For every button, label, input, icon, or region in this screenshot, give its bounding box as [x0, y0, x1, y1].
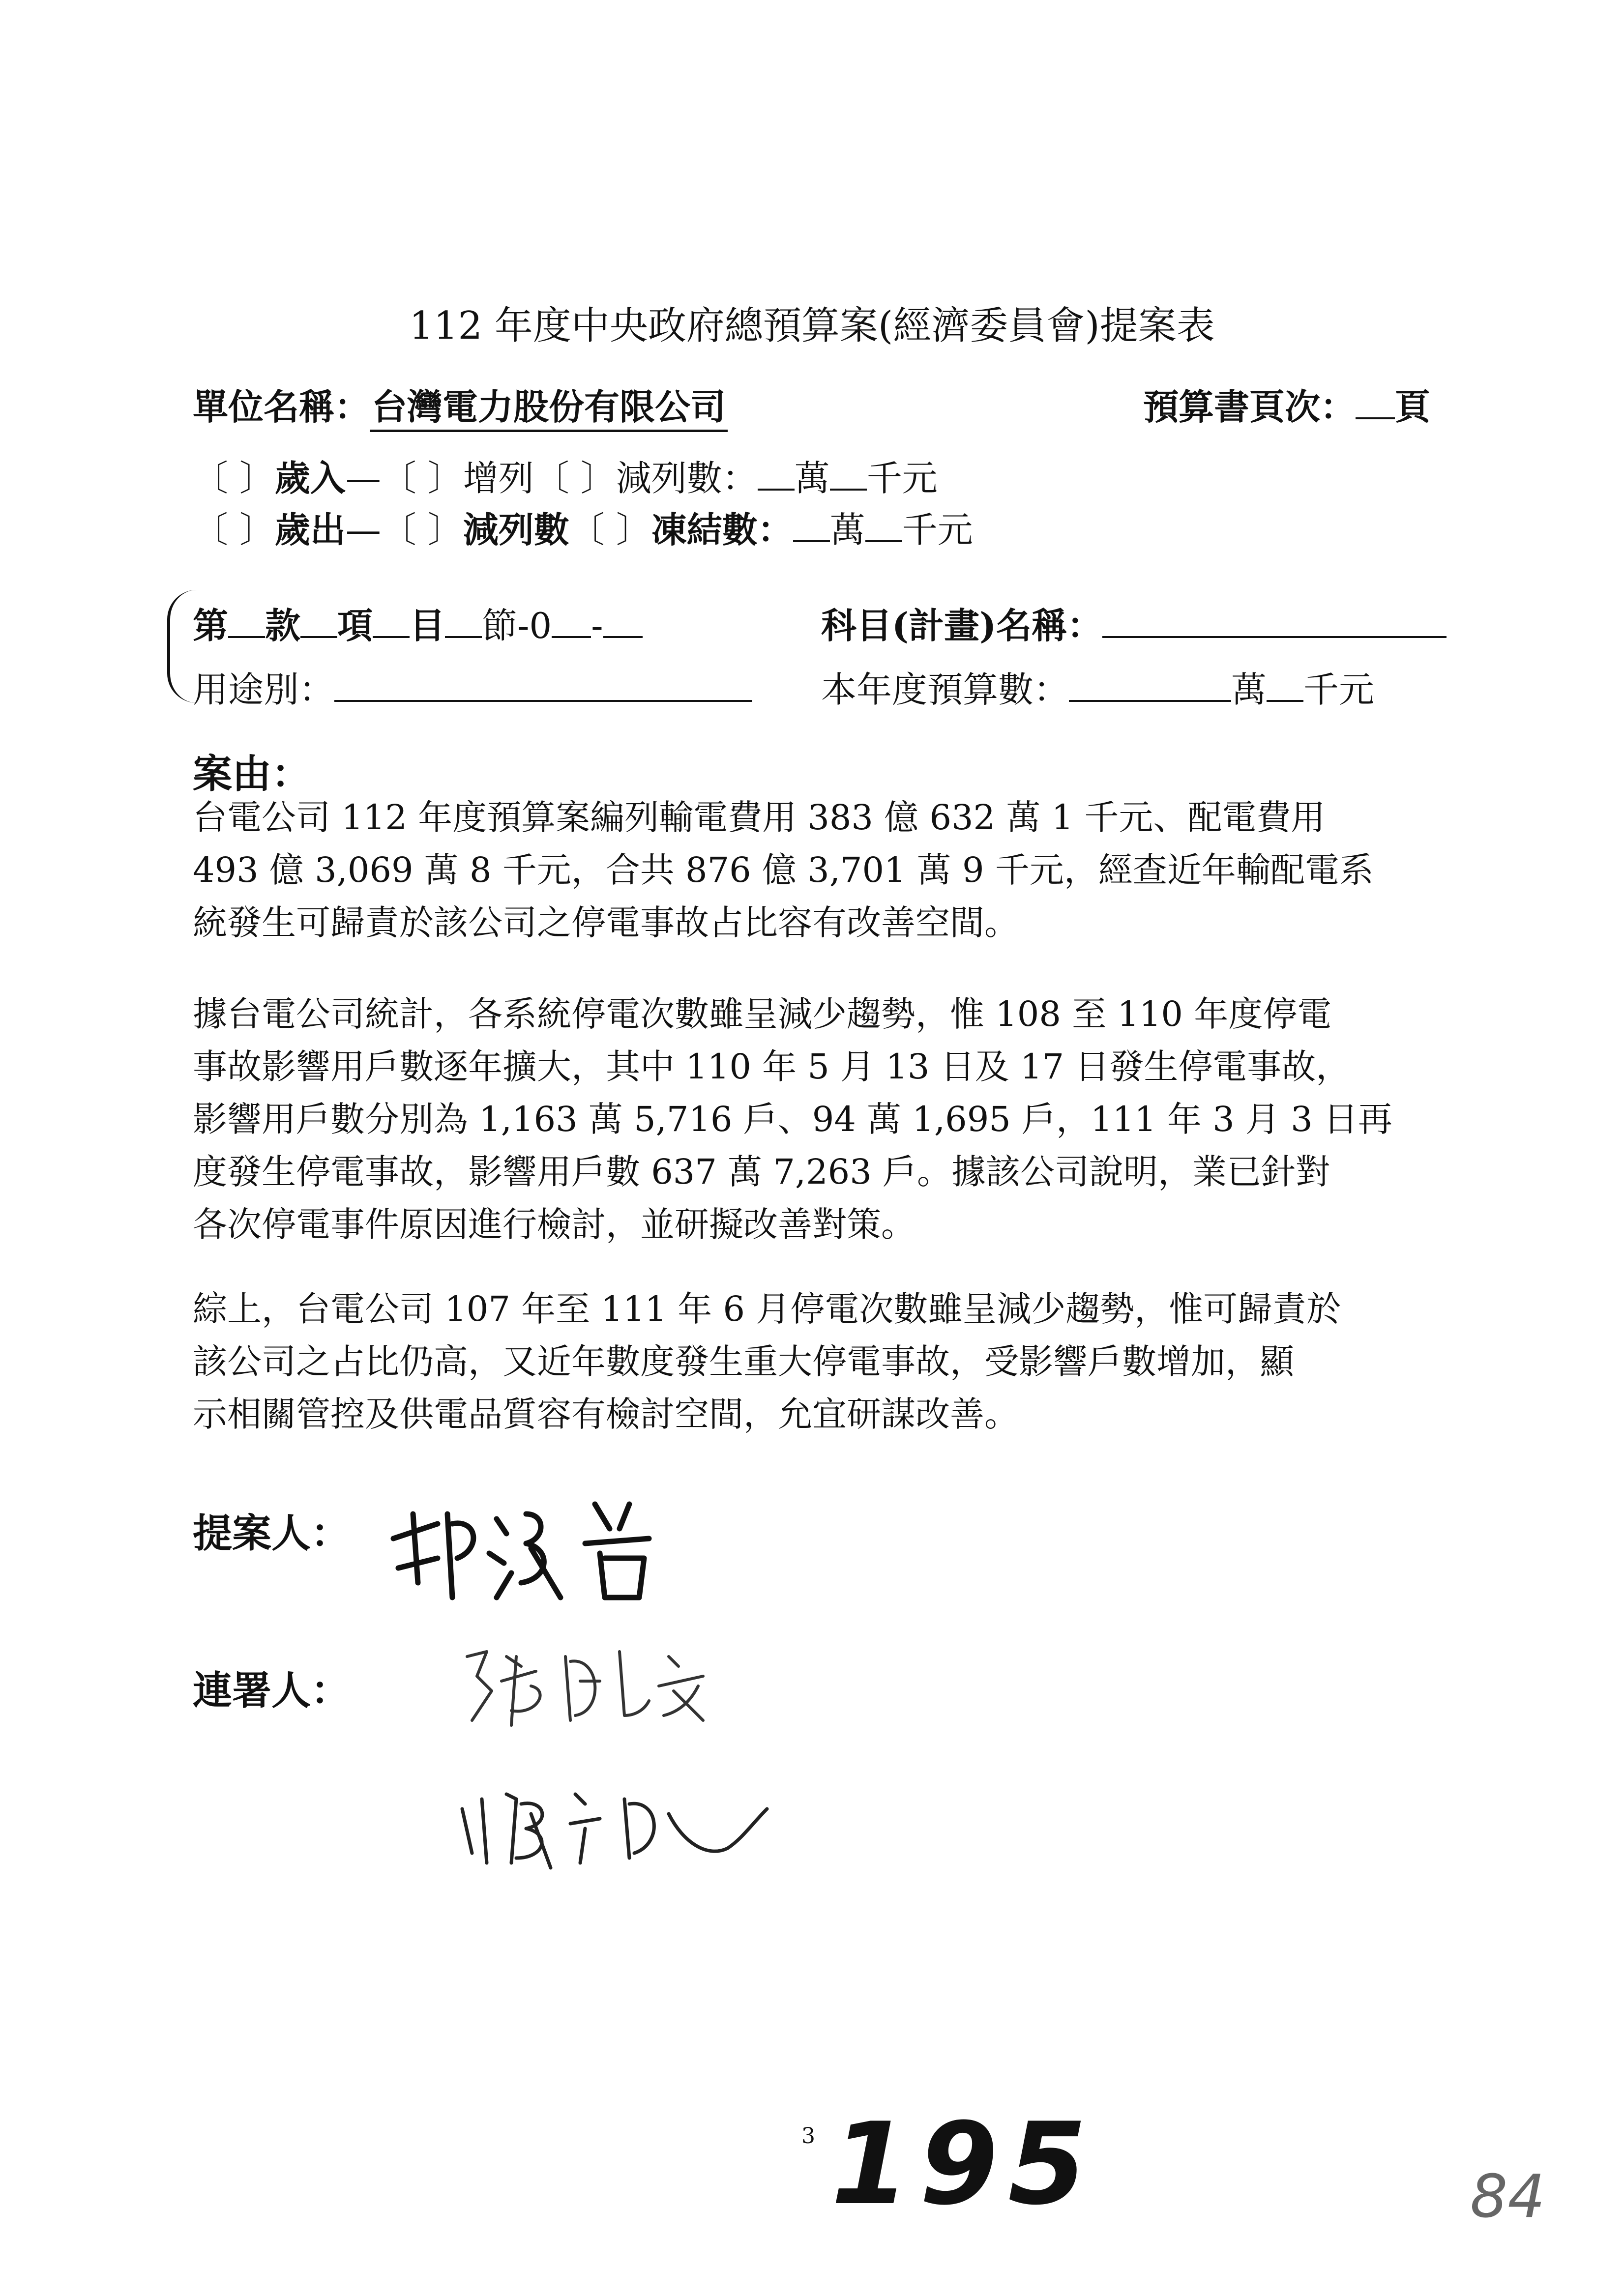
proposer-signature — [384, 1484, 659, 1612]
handwritten-page-number: 195 — [831, 2099, 1097, 2230]
subject-row — [821, 597, 1447, 648]
budget-amount-row — [821, 661, 1374, 712]
code-kuan: 款 — [265, 605, 301, 646]
revenue-checkbox: 〔 〕 — [193, 458, 275, 499]
page-ref-blank — [1356, 388, 1395, 419]
paragraph-line: 該公司之占比仍高，又近年數度發生重大停電事故，受影響戶數增加，顯 — [193, 1341, 1294, 1382]
subject-blank — [1102, 607, 1447, 638]
usage-blank — [334, 670, 752, 702]
expense-opt1-checkbox: 〔 〕 — [381, 509, 463, 551]
code-sub2-blank — [603, 607, 643, 638]
budget-qianyuan: 千元 — [1303, 669, 1375, 710]
paragraph-line: 影響用戶數分別為 1,163 萬 5,716 戶、94 萬 1,695 戶，111 年 3 月 3 日再 — [193, 1099, 1392, 1139]
proposer-label: 提案人： — [193, 1510, 350, 1556]
expense-dash: — — [345, 509, 381, 551]
code-xiang-blank — [300, 607, 337, 638]
revenue-opt1: 增列 — [463, 458, 534, 499]
paragraph-line: 493 億 3,069 萬 8 千元，合共 876 億 3,701 萬 9 千元，經查近年輸配電系 — [193, 850, 1374, 890]
budget-code-line — [193, 597, 643, 648]
cosigner-label: 連署人： — [193, 1667, 350, 1714]
revenue-wan: 萬 — [794, 458, 830, 499]
usage-row — [193, 661, 752, 712]
reason-paragraph-3 — [193, 1283, 1432, 1441]
revenue-opt2-checkbox: 〔 〕 — [533, 458, 616, 499]
unit-row — [193, 378, 728, 432]
expense-qian-blank — [865, 511, 902, 542]
paragraph-line: 度發生停電事故，影響用戶數 637 萬 7,263 戶。據該公司說明，業已針對 — [193, 1152, 1330, 1192]
expense-wan: 萬 — [829, 509, 865, 551]
page-ref-label: 預算書頁次： — [1143, 386, 1356, 428]
expense-label: 歲出 — [274, 509, 346, 551]
page-ref — [1143, 378, 1430, 430]
paragraph-line: 據台電公司統計，各系統停電次數雖呈減少趨勢，惟 108 至 110 年度停電 — [193, 994, 1332, 1034]
revenue-opt1-checkbox: 〔 〕 — [381, 458, 463, 499]
usage-label: 用途別： — [193, 669, 335, 710]
reason-paragraph-1 — [193, 791, 1432, 949]
code-jie-blank — [445, 607, 482, 638]
document-title: 112 年度中央政府總預算案(經濟委員會)提案表 — [409, 304, 1215, 348]
subject-label: 科目(計畫)名稱： — [821, 605, 1103, 646]
revenue-opt2: 減列數： — [616, 458, 758, 499]
corner-number: 84 — [1470, 2163, 1545, 2231]
expense-wan-blank — [793, 511, 830, 542]
paragraph-line: 綜上，台電公司 107 年至 111 年 6 月停電次數雖呈減少趨勢，惟可歸責於 — [193, 1289, 1341, 1329]
code-kuan-blank — [228, 607, 265, 638]
paragraph-line: 事故影響用戶數逐年擴大，其中 110 年 5 月 13 日及 17 日發生停電事故， — [193, 1046, 1351, 1087]
code-mu-blank — [373, 607, 410, 638]
cosigner-signature-2 — [452, 1770, 777, 1878]
code-xiang: 項 — [337, 605, 373, 646]
reason-paragraph-2 — [193, 988, 1432, 1251]
code-dash: - — [591, 605, 603, 646]
expense-qianyuan: 千元 — [902, 509, 973, 551]
revenue-qianyuan: 千元 — [866, 458, 938, 499]
paragraph-line: 台電公司 112 年度預算案編列輸電費用 383 億 632 萬 1 千元、配電費用 — [193, 797, 1326, 838]
unit-value: 台灣電力股份有限公司 — [370, 378, 728, 432]
unit-label: 單位名稱： — [193, 386, 370, 428]
reason-heading: 案由： — [193, 751, 311, 797]
code-jie: 節-0 — [482, 605, 552, 646]
expense-opt2: 凍結數： — [651, 509, 793, 551]
code-mu: 目 — [410, 605, 445, 646]
expense-checkbox: 〔 〕 — [193, 509, 275, 551]
revenue-wan-blank — [758, 459, 795, 491]
cosigner-signature-1 — [457, 1637, 713, 1735]
footer-page-number: 3 — [801, 2123, 815, 2149]
budget-wan-blank — [1069, 670, 1231, 702]
page-ref-suffix: 頁 — [1395, 386, 1431, 428]
revenue-label: 歲入 — [274, 457, 346, 499]
revenue-qian-blank — [830, 459, 867, 491]
code-sub-blank — [552, 607, 591, 638]
budget-label: 本年度預算數： — [821, 669, 1069, 710]
code-di: 第 — [193, 605, 229, 646]
paragraph-line: 統發生可歸責於該公司之停電事故占比容有改善空間。 — [193, 902, 1019, 943]
revenue-line — [193, 450, 938, 501]
expense-opt1: 減列數 — [463, 509, 569, 551]
revenue-dash: — — [345, 458, 381, 499]
budget-wan: 萬 — [1231, 669, 1267, 710]
budget-qian-blank — [1267, 670, 1303, 702]
expense-line — [193, 501, 973, 552]
paragraph-line: 示相關管控及供電品質容有檢討空間，允宜研謀改善。 — [193, 1394, 1019, 1434]
paragraph-line: 各次停電事件原因進行檢討，並研擬改善對策。 — [193, 1204, 915, 1245]
expense-opt2-checkbox: 〔 〕 — [569, 509, 651, 551]
